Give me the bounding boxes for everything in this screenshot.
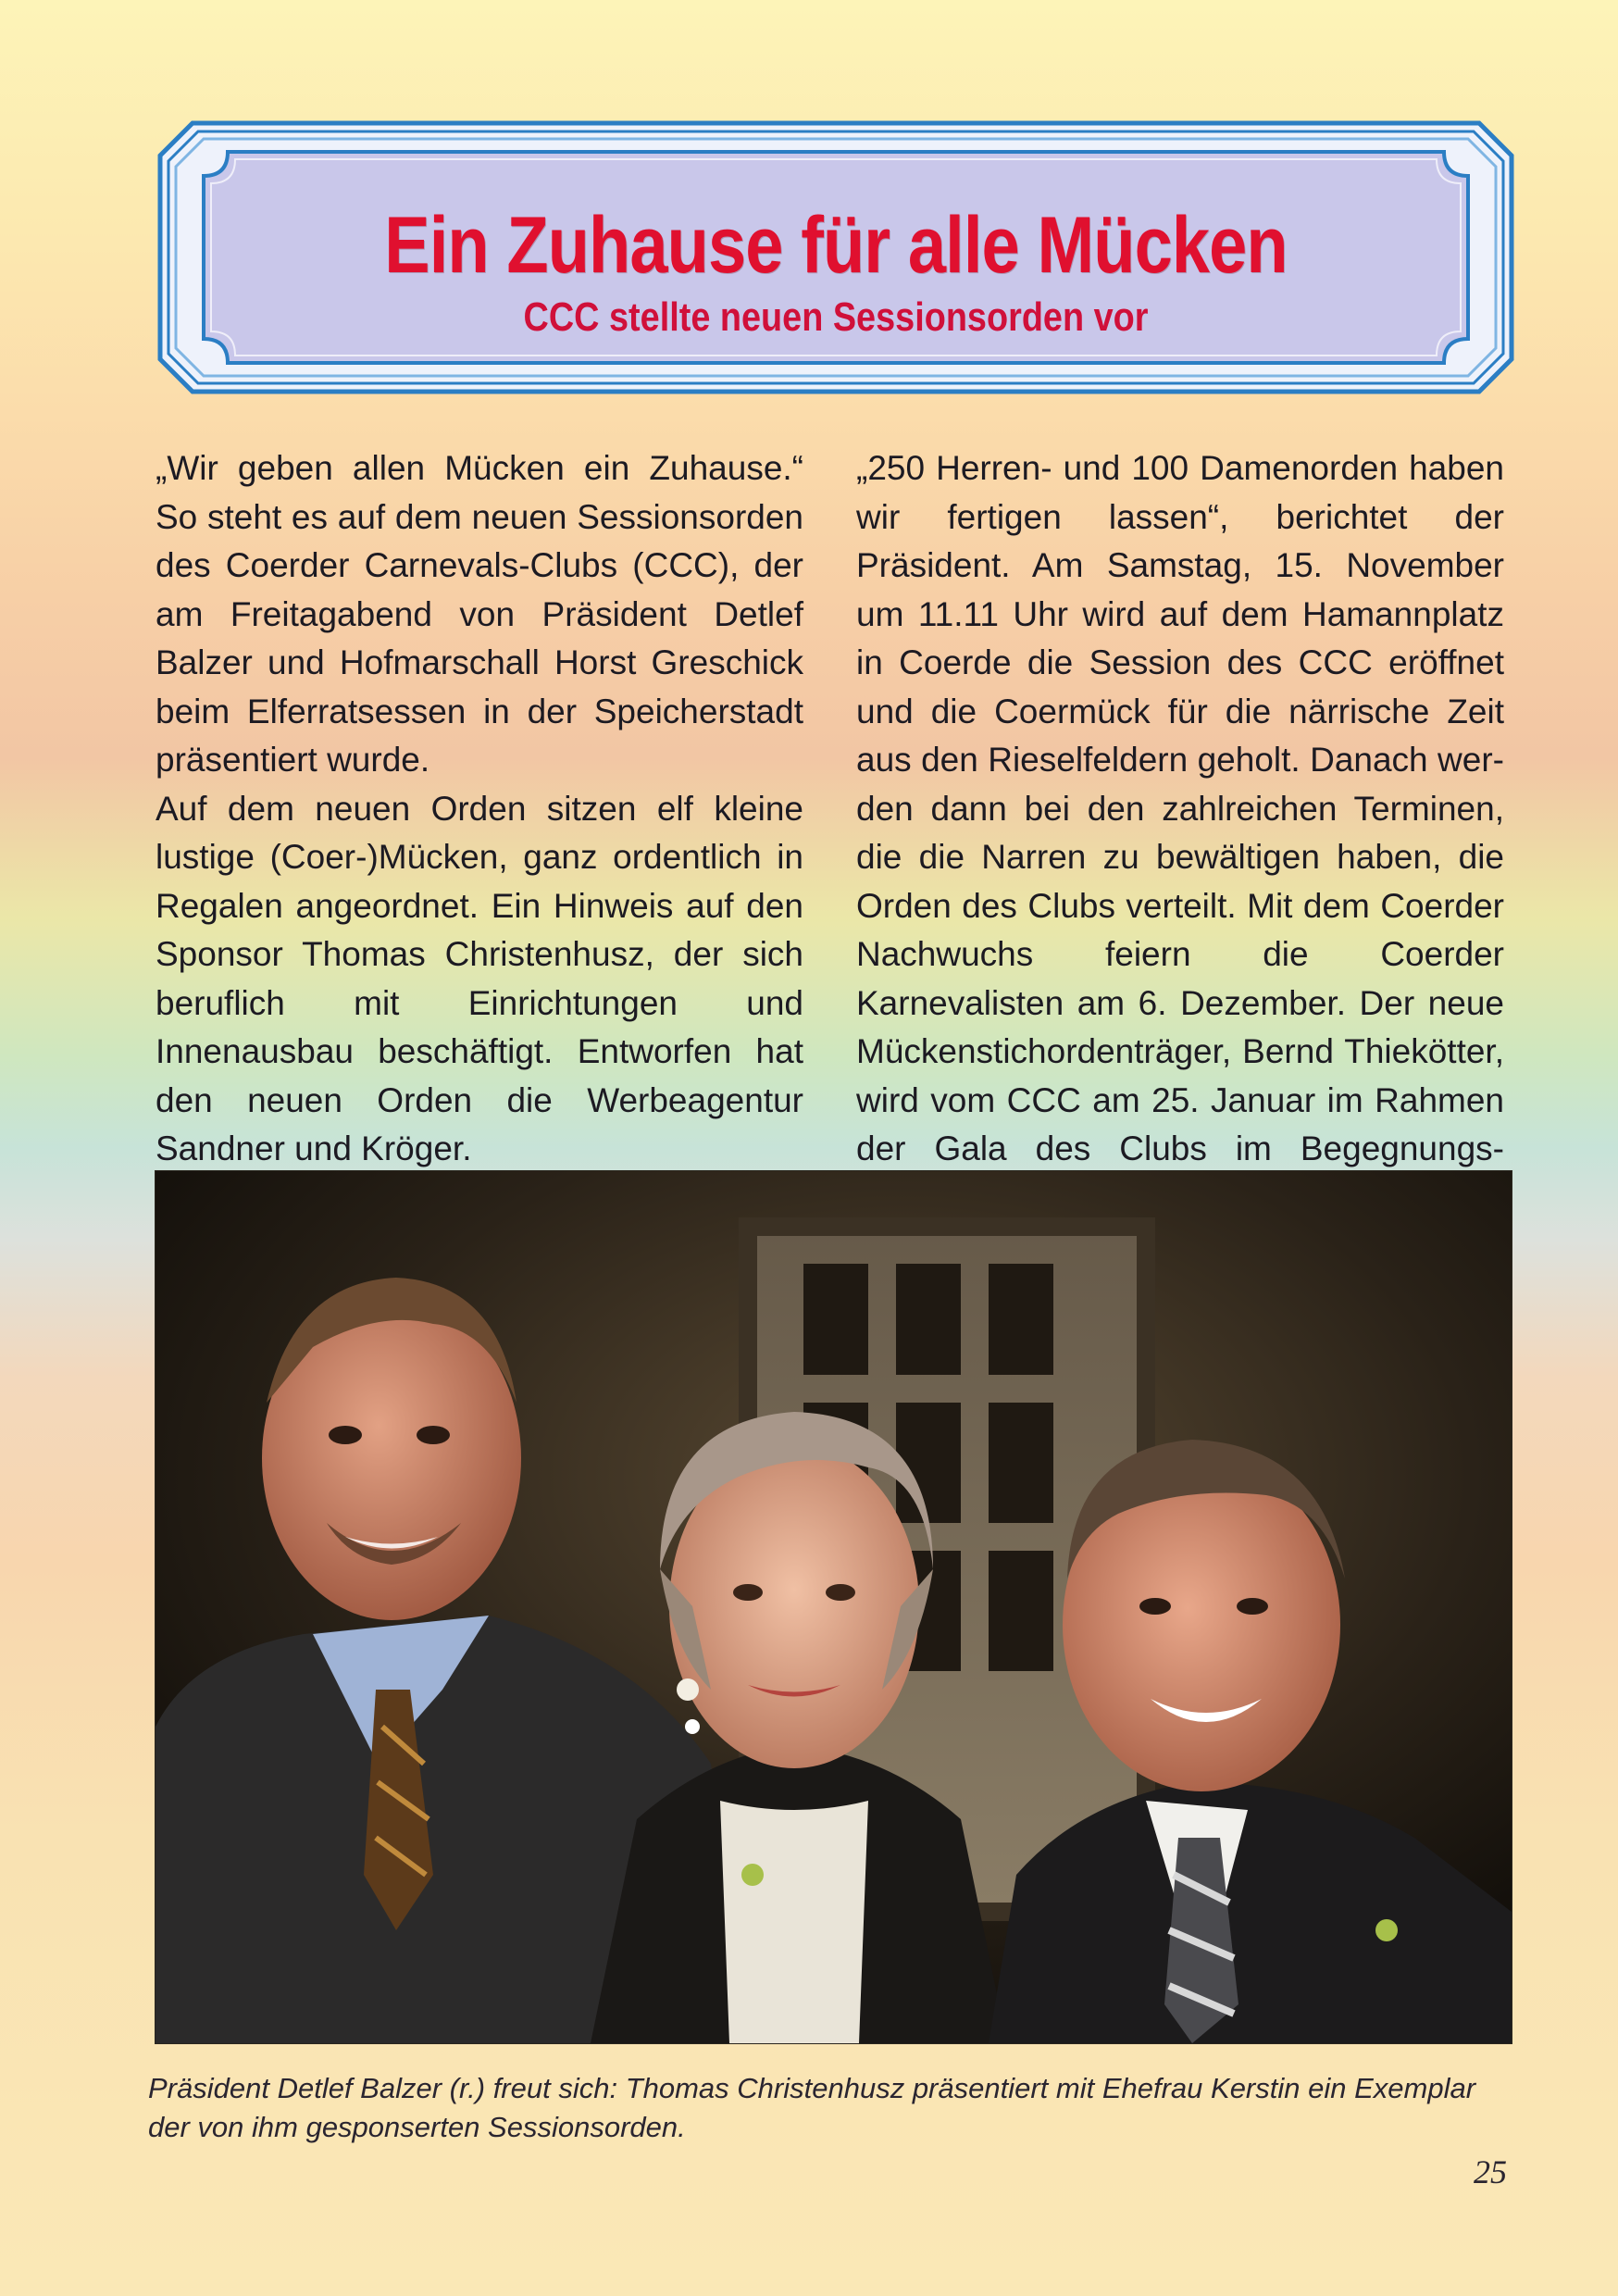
article-column-left — [156, 444, 803, 1174]
title-banner — [156, 119, 1516, 396]
group-photo — [156, 1171, 1512, 2043]
page-number: 25 — [1474, 2153, 1507, 2190]
article-paragraph: „250 Herren- und 100 Damenorden haben wir fertigen lassen“, berichtet der Präsident. Am Samstag, 15. November um 11.11 Uhr wird auf dem Hamannplatz in Coerde die Session des CCC eröffnet und die Coermück für die närrische Zeit aus den Rieselfeldern geholt. Danach werden dann bei den zahlreichen Terminen, die die Narren zu bewältigen haben, die Orden des Clubs verteilt. Mit dem Coerder Nachwuchs feiern die Coerder Karnevalisten am 6. Dezember. Der neue Mückenstichordenträger, Bernd Thiekötter, wird vom CCC am 25. Januar im Rahmen der Gala des Clubs im Begegnungs — [856, 449, 1504, 1167]
article-paragraph: Auf dem neuen Orden sitzen elf kleine lustige (Coer-)Mücken, ganz ordentlich in Regalen angeordnet. Ein Hinweis auf den Sponsor Thomas Christenhusz, der sich beruflich mit Einrichtungen und Innenausbau beschäftigt. Entworfen hat den neuen Orden die Werbeagentur Sandner und Kröger. — [156, 789, 803, 1167]
photo-caption: Präsident Detlef Balzer (r.) freut sich: Thomas Christenhusz präsentiert mit Ehefrau Kerstin ein Exemplar der von ihm gesponserten Sessionsorden. — [148, 2072, 1476, 2143]
article-paragraph: „Wir geben allen Mücken ein Zuhause.“ So steht es auf dem neuen Sessionsorden des Coerder Carnevals-Clubs (CCC), der am Freitagabend von Präsident Detlef Balzer und Hofmarschall Horst Greschick beim Elferratsessen in der Speicherstadt präsentiert wurde. — [156, 449, 803, 779]
article-column-right — [856, 444, 1504, 1222]
photo-illustration — [156, 1171, 1512, 2043]
page-title: Ein Zuhause für alle Mücken — [384, 201, 1288, 290]
page-subtitle: CCC stellte neuen Sessionsorden vor — [523, 294, 1149, 340]
